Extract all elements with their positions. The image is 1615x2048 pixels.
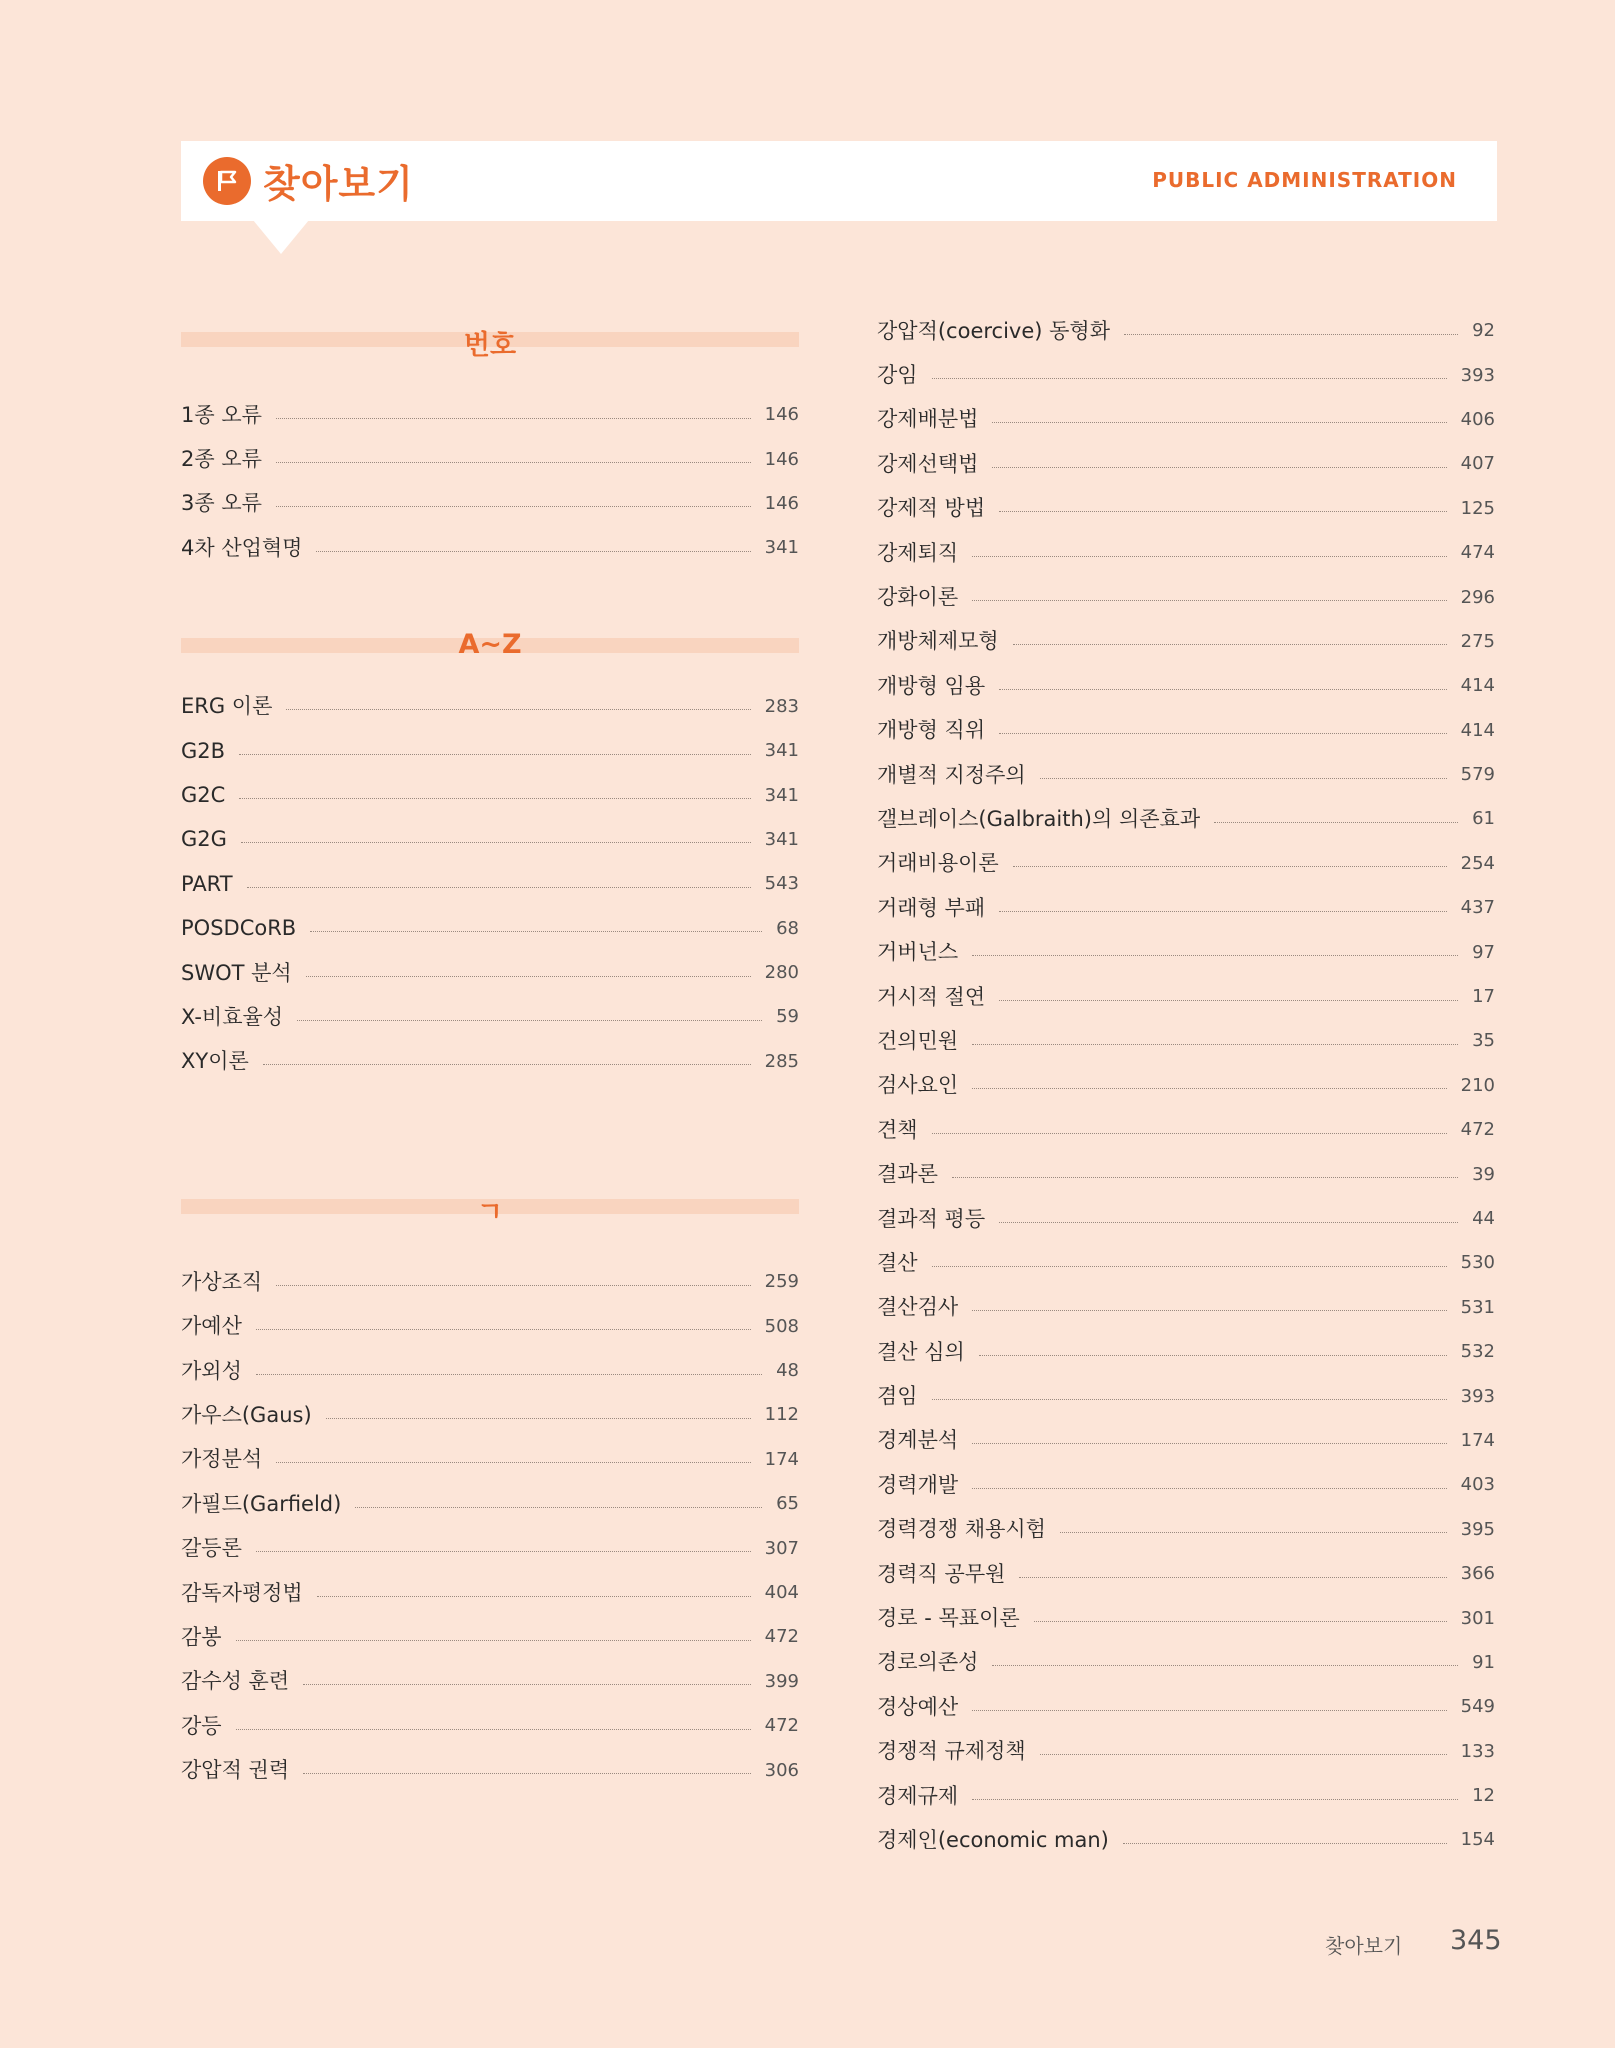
index-term: G2G: [181, 827, 227, 852]
index-term: 경상예산: [877, 1694, 959, 1719]
index-term: 경로 - 목표이론: [877, 1606, 1020, 1631]
index-entry: [181, 1482, 799, 1526]
index-page-number: 154: [1460, 1829, 1495, 1851]
index-entry: [877, 1730, 1495, 1774]
index-page-number: 91: [1472, 1651, 1495, 1673]
index-term: 개방형 직위: [877, 718, 986, 743]
index-entry: [181, 437, 799, 481]
index-page-number: 275: [1460, 630, 1495, 652]
dot-leader: [1060, 1532, 1447, 1533]
index-page-number: 125: [1460, 497, 1495, 519]
index-page-number: 301: [1460, 1607, 1495, 1629]
index-page-number: 437: [1460, 897, 1495, 919]
dot-leader: [999, 733, 1447, 734]
index-term: POSDCoRB: [181, 916, 297, 941]
index-term: 강압적 권력: [181, 1758, 290, 1783]
index-term: 결과적 평등: [877, 1206, 986, 1231]
index-entry: [181, 1040, 799, 1084]
dot-leader: [256, 1329, 751, 1330]
index-term: 경력직 공무원: [877, 1561, 1006, 1586]
index-entry: [181, 1438, 799, 1482]
index-entry: [181, 862, 799, 906]
index-entry: [181, 482, 799, 526]
index-term: 경쟁적 규제정책: [877, 1739, 1026, 1764]
index-entry: [877, 1508, 1495, 1552]
dot-leader: [972, 955, 1458, 956]
dot-leader: [932, 1399, 1447, 1400]
index-page-number: 532: [1460, 1341, 1495, 1363]
index-page-number: 133: [1460, 1740, 1495, 1762]
dot-leader: [256, 1374, 762, 1375]
index-term: 결과론: [877, 1162, 938, 1187]
dot-leader: [303, 1773, 751, 1774]
section-spacer: [181, 1084, 799, 1176]
index-term: ERG 이론: [181, 694, 273, 719]
index-page-number: 403: [1460, 1474, 1495, 1496]
index-page-number: 285: [764, 1050, 799, 1072]
index-term: 강화이론: [877, 585, 959, 610]
index-entry: [181, 1660, 799, 1704]
index-term: 결산: [877, 1250, 918, 1275]
index-entry: [181, 818, 799, 862]
dot-leader: [972, 1443, 1446, 1444]
index-page-number: 393: [1460, 364, 1495, 386]
index-term: 강제배분법: [877, 407, 979, 432]
index-entry: [877, 620, 1495, 664]
index-page-number: 283: [764, 695, 799, 717]
index-page-number: 341: [764, 740, 799, 762]
index-term: 강압적(coercive) 동형화: [877, 318, 1110, 343]
dot-leader: [1214, 822, 1458, 823]
dot-leader: [256, 1551, 751, 1552]
dot-leader: [297, 1020, 762, 1021]
index-page-number: 549: [1460, 1696, 1495, 1718]
dot-leader: [316, 551, 750, 552]
index-page-number: 393: [1460, 1385, 1495, 1407]
dot-leader: [972, 1488, 1446, 1489]
index-list-az: [181, 685, 799, 1085]
dot-leader: [992, 467, 1446, 468]
index-page-number: 48: [776, 1360, 799, 1382]
index-term: 가외성: [181, 1358, 242, 1383]
index-term: 거래비용이론: [877, 851, 999, 876]
index-page-number: 508: [764, 1315, 799, 1337]
index-term: 감수성 훈련: [181, 1669, 290, 1694]
dot-leader: [999, 1222, 1458, 1223]
index-term: 경력개발: [877, 1472, 959, 1497]
index-term: PART: [181, 871, 233, 896]
index-term: 감독자평정법: [181, 1580, 303, 1605]
section-label: ㄱ: [476, 1197, 504, 1229]
dot-leader: [1040, 1754, 1447, 1755]
index-term: X-비효율성: [181, 1004, 284, 1029]
index-entry: [877, 1596, 1495, 1640]
index-page-number: 112: [764, 1404, 799, 1426]
index-entry: [877, 930, 1495, 974]
dot-leader: [276, 1462, 750, 1463]
index-page-number: 341: [764, 828, 799, 850]
index-list-numbers: [181, 393, 799, 571]
index-entry: [877, 797, 1495, 841]
dot-leader: [932, 1266, 1447, 1267]
dot-leader: [1123, 1843, 1447, 1844]
index-page-number: 543: [764, 873, 799, 895]
index-entry: [181, 685, 799, 729]
index-entry: [877, 1374, 1495, 1418]
index-term: 결산검사: [877, 1295, 959, 1320]
dot-leader: [276, 418, 751, 419]
index-list-right: [877, 309, 1495, 1863]
index-entry: [877, 1818, 1495, 1862]
index-term: 개방체제모형: [877, 629, 999, 654]
section-label: A~Z: [458, 628, 522, 660]
section-header-numbers: [181, 309, 799, 393]
index-page-number: 406: [1460, 408, 1495, 430]
index-entry: [877, 1641, 1495, 1685]
index-entry: [877, 709, 1495, 753]
index-entry: [877, 1152, 1495, 1196]
index-entry: [181, 1615, 799, 1659]
index-entry: [877, 487, 1495, 531]
index-entry: [877, 753, 1495, 797]
index-term: 감봉: [181, 1624, 222, 1649]
dot-leader: [992, 422, 1446, 423]
index-page-number: 254: [1460, 852, 1495, 874]
index-term: 경계분석: [877, 1428, 959, 1453]
index-page-number: 59: [776, 1006, 799, 1028]
index-entry: [877, 1552, 1495, 1596]
index-entry: [181, 393, 799, 437]
section-header-giyeok: [181, 1176, 799, 1260]
dot-leader: [1013, 866, 1447, 867]
index-term: 경제규제: [877, 1783, 959, 1808]
header-tail: [253, 220, 309, 254]
dot-leader: [999, 511, 1447, 512]
index-term: 거래형 부패: [877, 895, 986, 920]
index-term: 2종 오류: [181, 447, 262, 472]
index-entry: [181, 526, 799, 570]
index-page-number: 579: [1460, 764, 1495, 786]
index-page-number: 92: [1472, 320, 1495, 342]
index-entry: [877, 664, 1495, 708]
index-term: XY이론: [181, 1049, 249, 1074]
index-term: SWOT 분석: [181, 960, 292, 985]
dot-leader: [972, 1799, 1458, 1800]
dot-leader: [276, 1285, 750, 1286]
index-term: 검사요인: [877, 1073, 959, 1098]
index-term: 건의민원: [877, 1028, 959, 1053]
index-column-right: [877, 309, 1495, 1863]
index-page-number: 259: [764, 1271, 799, 1293]
index-page-number: 146: [764, 404, 799, 426]
index-page-number: 68: [776, 917, 799, 939]
index-entry: [877, 1330, 1495, 1374]
index-term: G2B: [181, 738, 226, 763]
index-page-number: 12: [1472, 1785, 1495, 1807]
index-entry: [877, 1019, 1495, 1063]
index-term: 가필드(Garfield): [181, 1491, 342, 1516]
index-page-number: 61: [1472, 808, 1495, 830]
dot-leader: [355, 1507, 762, 1508]
dot-leader: [1019, 1577, 1446, 1578]
index-entry: [181, 1526, 799, 1570]
index-entry: [877, 1197, 1495, 1241]
index-entry: [181, 1571, 799, 1615]
dot-leader: [1034, 1621, 1447, 1622]
dot-leader: [972, 600, 1446, 601]
dot-leader: [326, 1418, 751, 1419]
dot-leader: [952, 1177, 1458, 1178]
index-entry: [877, 1419, 1495, 1463]
index-entry: [877, 842, 1495, 886]
index-term: 갈등론: [181, 1536, 242, 1561]
index-entry: [181, 1704, 799, 1748]
dot-leader: [1040, 778, 1447, 779]
index-term: 결산 심의: [877, 1339, 965, 1364]
index-entry: [181, 1349, 799, 1393]
dot-leader: [972, 1044, 1458, 1045]
dot-leader: [932, 378, 1447, 379]
index-entry: [877, 442, 1495, 486]
index-page-number: 414: [1460, 675, 1495, 697]
index-term: 견책: [877, 1117, 918, 1142]
index-entry: [181, 1304, 799, 1348]
index-term: 개방형 임용: [877, 673, 986, 698]
index-term: 강제선택법: [877, 451, 979, 476]
page-number: 345: [1450, 1925, 1502, 1956]
dot-leader: [972, 1310, 1446, 1311]
index-page-number: 44: [1472, 1208, 1495, 1229]
index-page-number: 530: [1460, 1252, 1495, 1274]
index-page-number: 414: [1460, 719, 1495, 741]
index-term: 가예산: [181, 1314, 242, 1339]
dot-leader: [236, 1729, 751, 1730]
index-term: 거시적 절연: [877, 984, 986, 1009]
index-page-number: 472: [764, 1715, 799, 1737]
page-title: 찾아보기: [263, 162, 414, 206]
index-term: 강제적 방법: [877, 496, 986, 521]
index-page-number: 307: [764, 1537, 799, 1559]
index-list-giyeok: [181, 1260, 799, 1793]
index-page-number: 146: [764, 492, 799, 514]
index-entry: [181, 729, 799, 773]
index-page-number: 395: [1460, 1518, 1495, 1540]
index-entry: [877, 398, 1495, 442]
index-column-left: [181, 309, 799, 1793]
dot-leader: [979, 1355, 1447, 1356]
dot-leader: [932, 1133, 1447, 1134]
index-page-number: 531: [1460, 1296, 1495, 1318]
index-term: 경로의존성: [877, 1650, 979, 1675]
index-entry: [877, 353, 1495, 397]
index-term: 강등: [181, 1713, 222, 1738]
index-entry: [181, 995, 799, 1039]
dot-leader: [1013, 644, 1447, 645]
index-entry: [877, 886, 1495, 930]
dot-leader: [999, 689, 1447, 690]
dot-leader: [306, 976, 751, 977]
index-entry: [877, 575, 1495, 619]
index-entry: [877, 309, 1495, 353]
index-entry: [181, 951, 799, 995]
index-term: G2C: [181, 783, 226, 808]
dot-leader: [972, 1088, 1446, 1089]
index-page-number: 407: [1460, 453, 1495, 475]
index-page-number: 472: [764, 1626, 799, 1648]
dot-leader: [239, 754, 751, 755]
page-header: [181, 141, 1497, 221]
dot-leader: [247, 887, 751, 888]
index-term: 가우스(Gaus): [181, 1402, 312, 1427]
index-term: 4차 산업혁명: [181, 535, 303, 560]
index-entry: [181, 1393, 799, 1437]
section-header-az: [181, 615, 799, 685]
dot-leader: [972, 1710, 1446, 1711]
index-page-number: 404: [764, 1582, 799, 1603]
index-entry: [877, 1108, 1495, 1152]
index-page-number: 174: [764, 1448, 799, 1470]
index-entry: [877, 1685, 1495, 1729]
index-page-number: 341: [764, 537, 799, 559]
footer-label: 찾아보기: [1325, 1934, 1403, 1958]
index-page-number: 210: [1460, 1074, 1495, 1096]
header-subtitle: PUBLIC ADMINISTRATION: [1152, 168, 1457, 192]
dot-leader: [999, 1000, 1458, 1001]
index-term: 갤브레이스(Galbraith)의 의존효과: [877, 806, 1201, 831]
flag-icon: [203, 157, 251, 205]
index-entry: [181, 907, 799, 951]
dot-leader: [303, 1684, 751, 1685]
index-term: 겸임: [877, 1384, 918, 1409]
index-entry: [181, 1260, 799, 1304]
dot-leader: [992, 1665, 1458, 1666]
index-page-number: 65: [776, 1493, 799, 1515]
index-entry: [181, 1748, 799, 1792]
index-entry: [877, 1463, 1495, 1507]
index-entry: [877, 1774, 1495, 1818]
index-term: 거버넌스: [877, 940, 959, 965]
index-entry: [877, 1064, 1495, 1108]
dot-leader: [999, 911, 1447, 912]
index-page-number: 474: [1460, 542, 1495, 564]
dot-leader: [310, 931, 762, 932]
index-page-number: 366: [1460, 1563, 1495, 1585]
index-page-number: 306: [764, 1759, 799, 1781]
index-entry: [877, 1241, 1495, 1285]
dot-leader: [286, 709, 750, 710]
section-spacer: [181, 571, 799, 615]
index-term: 1종 오류: [181, 402, 262, 427]
index-entry: [877, 531, 1495, 575]
section-label: 번호: [463, 330, 517, 361]
index-page-number: 296: [1460, 586, 1495, 608]
index-page-number: 472: [1460, 1119, 1495, 1141]
index-page-number: 17: [1472, 986, 1495, 1008]
index-term: 가상조직: [181, 1269, 263, 1294]
index-entry: [877, 975, 1495, 1019]
index-term: 가정분석: [181, 1447, 263, 1472]
index-page-number: 341: [764, 784, 799, 806]
dot-leader: [1124, 334, 1458, 335]
index-term: 경력경쟁 채용시험: [877, 1517, 1046, 1542]
index-page-number: 146: [764, 448, 799, 470]
index-page-number: 39: [1472, 1163, 1495, 1185]
dot-leader: [263, 1064, 751, 1065]
index-term: 개별적 지정주의: [877, 762, 1026, 787]
index-page-number: 399: [764, 1670, 799, 1692]
index-term: 3종 오류: [181, 491, 262, 516]
index-term: 강임: [877, 363, 918, 388]
dot-leader: [276, 506, 751, 507]
dot-leader: [241, 842, 751, 843]
index-term: 강제퇴직: [877, 540, 959, 565]
index-page-number: 280: [764, 962, 799, 984]
dot-leader: [276, 462, 751, 463]
index-entry: [181, 773, 799, 817]
index-page-number: 97: [1472, 941, 1495, 963]
index-entry: [877, 1286, 1495, 1330]
dot-leader: [239, 798, 750, 799]
dot-leader: [236, 1640, 751, 1641]
index-term: 경제인(economic man): [877, 1827, 1109, 1852]
dot-leader: [317, 1596, 751, 1597]
dot-leader: [972, 556, 1446, 557]
index-page-number: 35: [1472, 1030, 1495, 1052]
index-page-number: 174: [1460, 1429, 1495, 1451]
